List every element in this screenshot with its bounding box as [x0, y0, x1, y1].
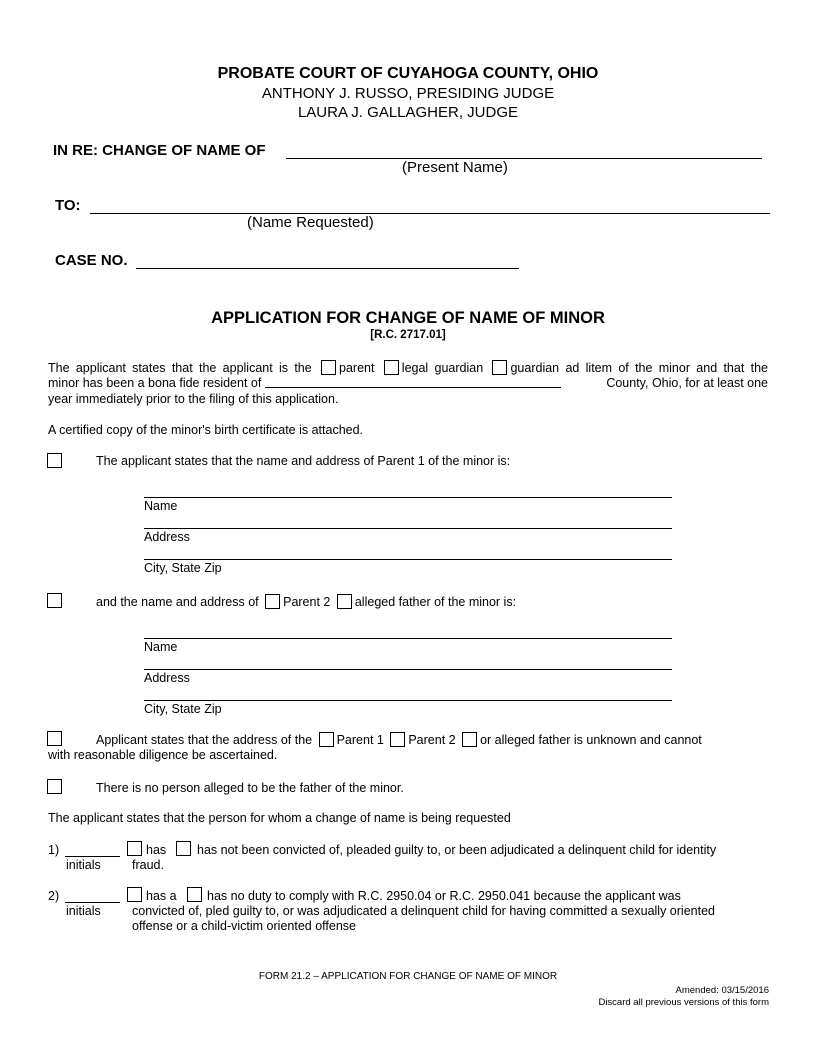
unknown-parent2-checkbox[interactable] — [390, 732, 405, 747]
unknown-alleged-father-checkbox[interactable] — [462, 732, 477, 747]
birth-certificate-statement: A certified copy of the minor's birth certificate is attached. — [48, 423, 364, 437]
item1-initials-label: initials — [66, 858, 101, 872]
item2-has-a-checkbox[interactable] — [127, 887, 142, 902]
parent1-address-field[interactable] — [144, 528, 672, 529]
applicant-statement-line1 — [48, 360, 768, 377]
person-statement: The applicant states that the person for whom a change of name is being requested — [48, 811, 511, 825]
unknown-address-statement — [96, 732, 702, 749]
parent2-city-label: City, State Zip — [144, 702, 222, 716]
statute-reference: [R.C. 2717.01] — [370, 329, 446, 341]
parent-checkbox[interactable] — [321, 360, 336, 375]
guardian-ad-litem-checkbox[interactable] — [492, 360, 507, 375]
item2-has-no-checkbox[interactable] — [187, 887, 202, 902]
name-requested-field[interactable] — [90, 213, 770, 214]
parent2-name-label: Name — [144, 640, 178, 654]
parent2-checkbox[interactable] — [47, 593, 62, 608]
present-name-field[interactable] — [286, 158, 762, 159]
unknown-parent2-label: Parent 2 — [408, 733, 456, 747]
parent1-name-field[interactable] — [144, 497, 672, 498]
residence-prefix: minor has been a bona fide resident of — [48, 376, 262, 390]
unknown-address-checkbox[interactable] — [47, 731, 62, 746]
item2-number: 2) — [48, 889, 60, 903]
unknown-address-line2: with reasonable diligence be ascertained. — [48, 748, 278, 762]
county-field[interactable] — [265, 387, 561, 388]
legal-guardian-option-label: legal guardian — [401, 361, 484, 375]
to-label: TO: — [55, 197, 81, 214]
parent1-city-label: City, State Zip — [144, 561, 222, 575]
parent2-address-label: Address — [144, 671, 190, 685]
parent1-checkbox[interactable] — [47, 453, 62, 468]
name-requested-hint: (Name Requested) — [247, 214, 374, 231]
parent2-prefix: and the name and address of — [96, 595, 259, 609]
item1-text-line1: has not been convicted of, pleaded guilty to, or been adjudicated a delinquent child for identity — [197, 843, 717, 857]
no-father-checkbox[interactable] — [47, 779, 62, 794]
case-no-label: CASE NO. — [55, 252, 128, 269]
court-name: PROBATE COURT OF CUYAHOGA COUNTY, OHIO — [217, 65, 599, 82]
case-no-field[interactable] — [136, 268, 519, 269]
parent2-address-field[interactable] — [144, 669, 672, 670]
parent1-name-label: Name — [144, 499, 178, 513]
parent2-option-checkbox[interactable] — [265, 594, 280, 609]
legal-guardian-checkbox[interactable] — [384, 360, 399, 375]
footer-discard: Discard all previous versions of this form — [598, 997, 769, 1008]
applicant-statement-line2 — [48, 376, 768, 392]
presiding-judge: ANTHONY J. RUSSO, PRESIDING JUDGE — [261, 85, 555, 102]
unknown-address-prefix: Applicant states that the address of the — [96, 733, 313, 747]
alleged-father-option-label: alleged father of the minor is: — [354, 595, 517, 609]
footer-amended: Amended: 03/15/2016 — [675, 985, 769, 996]
item2-text-line2: convicted of, pled guilty to, or was adjudicated a delinquent child for having committed a sexually oriented — [132, 904, 715, 918]
item2-initials-label: initials — [66, 904, 101, 918]
item2-initials-field[interactable] — [65, 902, 120, 903]
item1-text-line2: fraud. — [132, 858, 164, 872]
item1-has-not-checkbox[interactable] — [176, 841, 191, 856]
item2-text-line1: has no duty to comply with R.C. 2950.04 or R.C. 2950.041 because the applicant was — [207, 889, 681, 903]
applicant-prefix: The applicant states that the applicant is the — [48, 361, 312, 375]
no-father-statement: There is no person alleged to be the father of the minor. — [96, 781, 404, 795]
unknown-parent1-label: Parent 1 — [336, 733, 384, 747]
item1-initials-field[interactable] — [65, 856, 120, 857]
parent1-city-field[interactable] — [144, 559, 672, 560]
parent-option-label: parent — [339, 361, 375, 375]
residence-suffix: County, Ohio, for at least one — [606, 376, 768, 390]
alleged-father-checkbox[interactable] — [337, 594, 352, 609]
item1-has-label: has — [146, 843, 167, 857]
present-name-hint: (Present Name) — [402, 159, 508, 176]
parent2-statement — [96, 594, 516, 611]
item2-has-a-label: has a — [146, 889, 177, 903]
parent2-name-field[interactable] — [144, 638, 672, 639]
in-re-label: IN RE: CHANGE OF NAME OF — [53, 142, 266, 159]
parent2-city-field[interactable] — [144, 700, 672, 701]
item1-has-checkbox[interactable] — [127, 841, 142, 856]
unknown-address-suffix: or alleged father is unknown and cannot — [480, 733, 702, 747]
footer-form-title: FORM 21.2 – APPLICATION FOR CHANGE OF NAME OF MINOR — [258, 971, 558, 982]
parent2-option-label: Parent 2 — [283, 595, 331, 609]
unknown-parent1-checkbox[interactable] — [319, 732, 334, 747]
guardian-ad-litem-option-label: guardian ad litem of the minor and that the — [510, 361, 768, 375]
judge-name: LAURA J. GALLAGHER, JUDGE — [297, 104, 519, 121]
item2-text-line3: offense or a child-victim oriented offense — [132, 919, 356, 933]
applicant-statement-line3: year immediately prior to the filing of this application. — [48, 392, 339, 406]
item1-number: 1) — [48, 843, 60, 857]
form-title: APPLICATION FOR CHANGE OF NAME OF MINOR — [211, 309, 605, 327]
parent1-address-label: Address — [144, 530, 190, 544]
parent1-statement: The applicant states that the name and address of Parent 1 of the minor is: — [96, 454, 511, 468]
